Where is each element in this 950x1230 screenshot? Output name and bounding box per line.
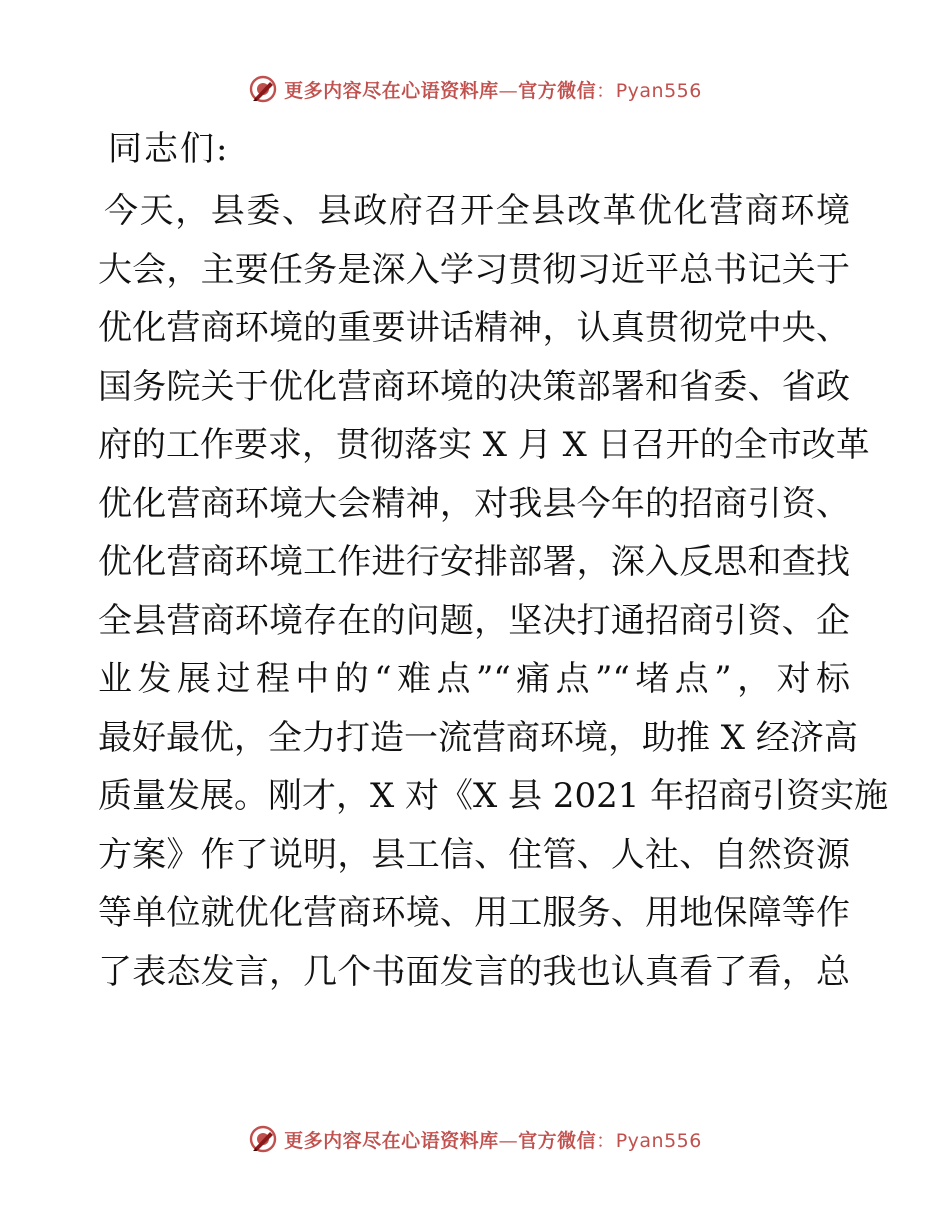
watermark-main-text: 更多内容尽在心语资料库 [284, 79, 499, 102]
footer-watermark [0, 1122, 950, 1156]
watermark-dash: — [498, 1129, 519, 1152]
pen-circle-logo-icon [248, 74, 278, 104]
paragraph-line: 等单位就优化营商环境、用工服务、用地保障等作 [98, 893, 850, 933]
paragraph-line: 了表态发言，几个书面发言的我也认真看了看，总 [98, 951, 850, 992]
paragraph-line: 府的工作要求，贯彻落实 X 月 X 日召开的全市改革 [98, 425, 870, 465]
watermark-wechat-id: Pyan556 [615, 79, 702, 102]
watermark-separator: ： [596, 79, 616, 102]
paragraph-line: 业发展过程中的“难点”“痛点”“堵点”，对标 [98, 659, 850, 699]
paragraph [98, 182, 889, 1001]
pen-circle-logo-icon [248, 1124, 278, 1154]
paragraph-line: 优化营商环境大会精神，对我县今年的招商引资、 [98, 483, 850, 524]
watermark-text [284, 1126, 702, 1153]
document-body [98, 124, 889, 1001]
watermark-official-text: 官方微信 [518, 79, 597, 102]
paragraph-line: 质量发展。刚才，X 对《X 县 2021 年招商引资实施 [98, 776, 889, 816]
paragraph-line: 优化营商环境工作进行安排部署，深入反思和查找 [98, 542, 850, 582]
watermark-dash: — [498, 79, 519, 102]
salutation: 同志们: [108, 129, 230, 169]
paragraph-line: 优化营商环境的重要讲话精神，认真贯彻党中央、 [98, 308, 850, 348]
paragraph-line: 最好最优，全力打造一流营商环境，助推 X 经济高 [98, 717, 858, 758]
paragraph-line: 今天，县委、县政府召开全县改革优化营商环境 [104, 191, 850, 231]
paragraph-line: 国务院关于优化营商环境的决策部署和省委、省政 [98, 366, 850, 407]
watermark-wechat-id: Pyan556 [615, 1129, 702, 1152]
header-watermark [0, 72, 950, 106]
paragraph-line: 全县营商环境存在的问题，坚决打通招商引资、企 [98, 600, 850, 641]
watermark-main-text: 更多内容尽在心语资料库 [284, 1129, 499, 1152]
watermark-separator: ： [596, 1129, 616, 1152]
watermark-official-text: 官方微信 [518, 1129, 597, 1152]
paragraph-line: 大会，主要任务是深入学习贯彻习近平总书记关于 [98, 249, 850, 290]
paragraph-line: 方案》作了说明，县工信、住管、人社、自然资源 [98, 834, 850, 875]
watermark-text [284, 76, 702, 103]
